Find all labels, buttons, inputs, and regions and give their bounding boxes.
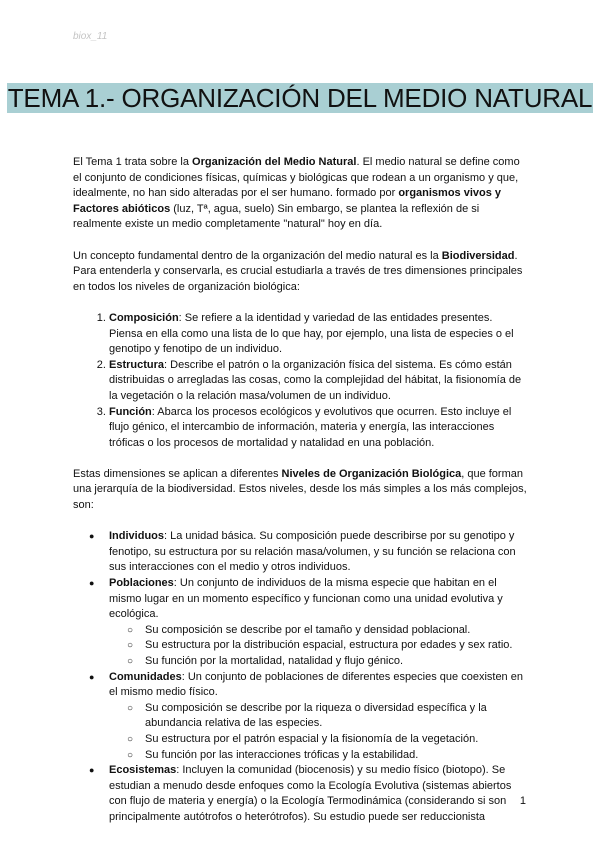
intro-text-3: (luz, Tª, agua, suelo) Sin embargo, se plantea la reflexión de si realmente existe un medio completamente "natural" hoy en día. <box>73 202 480 231</box>
dimension-term: Estructura <box>109 358 165 371</box>
dimension-item-funcion <box>109 405 529 452</box>
title-block <box>0 84 600 113</box>
dimensions-list <box>73 311 529 451</box>
dimension-term: Función <box>109 405 152 418</box>
level-sublist <box>109 701 529 763</box>
page-title <box>7 83 594 113</box>
biodiversity-bold: Biodiversidad <box>441 249 515 262</box>
sub-item: ○ Su función por la mortalidad, natalidad y flujo génico. <box>145 654 529 670</box>
level-text: : La unidad básica. Su composición puede describirse por su genotipo y fenotipo, su estructura por su relación masa/volumen, y su función se relaciona con sus interacciones con el medio y otros individuos. <box>109 530 516 574</box>
sub-item: ○ Su estructura por el patrón espacial y la fisionomía de la vegetación. <box>145 732 529 748</box>
levels-intro-text-1: Estas dimensiones se aplican a diferentes <box>73 467 282 480</box>
sub-item: ○ Su composición se describe por la riqueza o diversidad específica y la abundancia relativa de las especies. <box>145 701 529 732</box>
biodiversity-paragraph <box>73 249 529 296</box>
level-term: Ecosistemas <box>109 764 177 777</box>
sub-item: ○ Su función por las interacciones tróficas y la estabilidad. <box>145 748 529 764</box>
document-body <box>73 155 529 826</box>
intro-bold-1: Organización del Medio Natural <box>192 156 357 168</box>
levels-intro-bold: Niveles de Organización Biológica <box>281 467 462 480</box>
levels-intro-paragraph <box>73 467 529 514</box>
level-item-comunidades <box>109 670 529 764</box>
sub-item: ○ Su estructura por la distribución espacial, estructura por edades y sex ratio. <box>145 638 529 654</box>
levels-intro-text-2: , que forman una jerarquía de la biodiversidad. Estos niveles, desde los más simples a los más complejos, son: <box>73 467 527 512</box>
level-text: : Un conjunto de poblaciones de diferentes especies que coexisten en el mismo medio físico. <box>109 670 523 699</box>
page-number: 1 <box>519 795 526 807</box>
level-text: : Incluyen la comunidad (biocenosis) y su medio físico (biotopo). Se estudian a menudo desde enfoques como la Ecología Evolutiva (sistemas abiertos con flujo de materia y energía) o la Ecología Termodinámica (considerando si son principalmente autótrofos o heterótrofos). Su estudio puede ser reduccionista <box>109 764 512 823</box>
level-item-ecosistemas <box>109 763 529 825</box>
level-sublist <box>109 623 529 670</box>
level-item-poblaciones <box>109 576 529 670</box>
level-item-individuos <box>109 529 529 576</box>
dimension-item-estructura <box>109 358 529 405</box>
dimension-text: : Se refiere a la identidad y variedad de las entidades presentes. Piensa en ella como una lista de lo que hay, por ejemplo, una lista de especies o el genotipo y fenotipo de un individuo. <box>109 311 514 356</box>
dimension-text: : Abarca los procesos ecológicos y evolutivos que ocurren. Esto incluye el flujo génico, el intercambio de información, materia y energía, las interacciones tróficas o los procesos de mortalidad y natalidad en una población. <box>109 405 512 449</box>
intro-paragraph <box>73 155 529 233</box>
page-title-text: TEMA 1.- ORGANIZACIÓN DEL MEDIO NATURAL <box>7 83 593 113</box>
intro-text-2: . El medio natural se define como el conjunto de condiciones físicas, químicas y biológicas que rodean a un organismo y que, idealmente, no han sido alteradas por el ser humano. formado por <box>73 156 520 200</box>
level-term: Comunidades <box>109 670 182 683</box>
intro-text-1: El Tema 1 trata sobre la <box>73 156 193 168</box>
intro-bold-2: organismos vivos y Factores abióticos <box>73 187 502 215</box>
dimension-text: : Describe el patrón o la organización física del sistema. Es cómo están distribuidas o arregladas las cosas, como la complejidad del hábitat, la fisionomía de la vegetación o la relación masa/volumen de un individuo. <box>109 358 522 402</box>
biodiversity-text-1: Un concepto fundamental dentro de la organización del medio natural es la <box>73 249 442 262</box>
level-term: Individuos <box>109 530 164 543</box>
header-tag: biox_11 <box>73 31 108 42</box>
level-term: Poblaciones <box>109 577 174 590</box>
dimension-item-composicion <box>109 311 529 358</box>
biodiversity-text-2: . Para entenderla y conservarla, es crucial estudiarla a través de tres dimensiones principales en todos los niveles de organización biológica: <box>73 249 523 293</box>
dimension-term: Composición <box>109 311 179 324</box>
levels-list <box>73 529 529 825</box>
sub-item: ○ Su composición se describe por el tamaño y densidad poblacional. <box>145 623 529 639</box>
level-text: : Un conjunto de individuos de la misma especie que habitan en el mismo lugar en un momento específico y funcionan como una unidad evolutiva y ecológica. <box>109 577 503 621</box>
